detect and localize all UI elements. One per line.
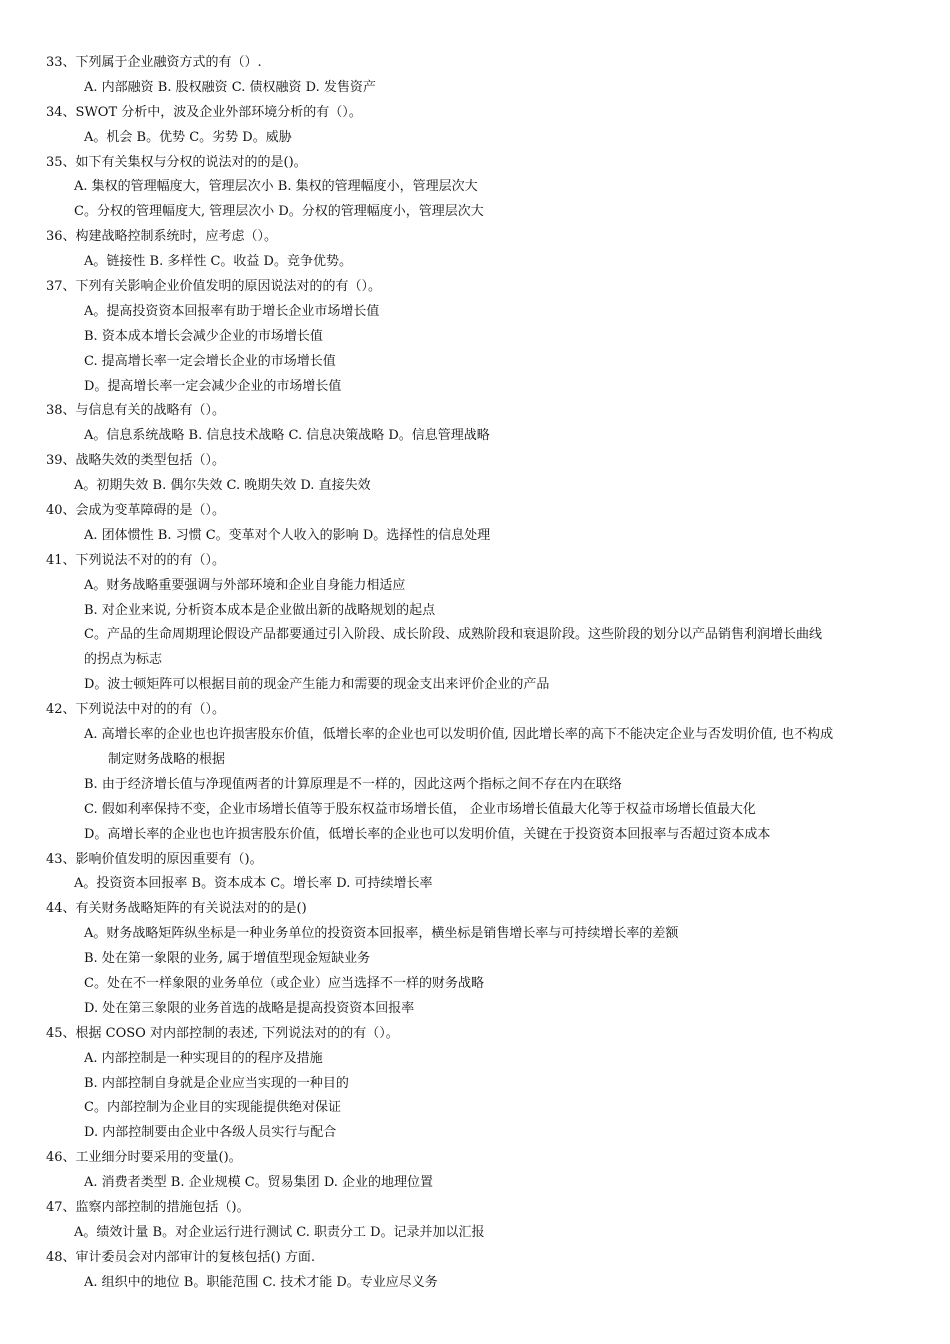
question-line: 40、会成为变革障碍的是（）。 bbox=[46, 503, 226, 519]
option-line: D. 内部控制要由企业中各级人员实行与配合 bbox=[84, 1125, 337, 1141]
option-line: A。初期失效 B. 偶尔失效 C. 晚期失效 D. 直接失效 bbox=[74, 478, 371, 494]
option-line: A. 高增长率的企业也也许损害股东价值，低增长率的企业也可以发明价值, 因此增长率的高下不能决定企业与否发明价值, 也不构成 bbox=[84, 727, 834, 743]
option-line: A. 内部控制是一种实现目的的程序及措施 bbox=[84, 1050, 323, 1066]
question-line: 39、战略失效的类型包括（）。 bbox=[46, 453, 226, 469]
option-line: A。机会 B。优势 C。劣势 D。威胁 bbox=[84, 129, 292, 145]
option-line: B. 内部控制自身就是企业应当实现的一种目的 bbox=[84, 1075, 349, 1091]
option-line: A。提高投资资本回报率有助于增长企业市场增长值 bbox=[84, 303, 380, 319]
question-list bbox=[46, 51, 910, 1296]
option-line: A。财务战略重要强调与外部环境和企业自身能力相适应 bbox=[84, 577, 406, 593]
question-line: 44、有关财务战略矩阵的有关说法对的的是() bbox=[46, 901, 307, 917]
question-line: 38、与信息有关的战略有（）。 bbox=[46, 403, 226, 419]
option-continuation-line: 制定财务战略的根据 bbox=[108, 751, 226, 767]
option-line: C. 假如利率保持不变，企业市场增长值等于股东权益市场增长值， 企业市场增长值最大化等于权益市场增长值最大化 bbox=[84, 801, 756, 817]
question-line: 43、影响价值发明的原因重要有（)。 bbox=[46, 851, 263, 867]
option-line: A. 内部融资 B. 股权融资 C. 债权融资 D. 发售资产 bbox=[84, 79, 376, 95]
option-line: C。分权的管理幅度大, 管理层次小 D。分权的管理幅度小，管理层次大 bbox=[74, 204, 484, 220]
question-line: 48、审计委员会对内部审计的复核包括() 方面. bbox=[46, 1249, 315, 1265]
option-line: B. 资本成本增长会减少企业的市场增长值 bbox=[84, 328, 323, 344]
question-line: 35、如下有关集权与分权的说法对的的是()。 bbox=[46, 154, 307, 170]
option-line: A。链接性 B. 多样性 C。收益 D。竞争优势。 bbox=[84, 254, 352, 270]
option-line: C. 提高增长率一定会增长企业的市场增长值 bbox=[84, 353, 336, 369]
option-line: C。内部控制为企业目的实现能提供绝对保证 bbox=[84, 1100, 341, 1116]
question-line: 33、下列属于企业融资方式的有（）. bbox=[46, 55, 262, 70]
question-line: 47、监察内部控制的措施包括（)。 bbox=[46, 1199, 250, 1215]
option-line: A。财务战略矩阵纵坐标是一种业务单位的投资资本回报率，横坐标是销售增长率与可持续增长率的差额 bbox=[84, 926, 679, 942]
question-line: 37、下列有关影响企业价值发明的原因说法对的的有（）。 bbox=[46, 279, 382, 295]
option-line: B. 对企业来说, 分析资本成本是企业做出新的战略规划的起点 bbox=[84, 602, 436, 618]
option-line: B. 处在第一象限的业务, 属于增值型现金短缺业务 bbox=[84, 951, 371, 967]
option-continuation-line: 的拐点为标志 bbox=[84, 652, 163, 668]
option-line: A。信息系统战略 B. 信息技术战略 C. 信息决策战略 D。信息管理战略 bbox=[84, 428, 490, 444]
option-line: B. 由于经济增长值与净现值两者的计算原理是不一样的，因此这两个指标之间不存在内在联络 bbox=[84, 776, 622, 792]
option-line: A。绩效计量 B。对企业运行进行测试 C. 职责分工 D。记录并加以汇报 bbox=[74, 1224, 485, 1240]
question-line: 34、SWOT 分析中，波及企业外部环境分析的有（）。 bbox=[46, 104, 362, 120]
option-line: D。高增长率的企业也也许损害股东价值，低增长率的企业也可以发明价值，关键在于投资资本回报率与否超过资本成本 bbox=[84, 826, 771, 842]
option-line: A. 组织中的地位 B。职能范围 C. 技术才能 D。专业应尽义务 bbox=[84, 1274, 438, 1290]
option-line: D. 处在第三象限的业务首选的战略是提高投资资本回报率 bbox=[84, 1000, 415, 1016]
option-line: A. 集权的管理幅度大，管理层次小 B. 集权的管理幅度小，管理层次大 bbox=[74, 179, 478, 195]
question-line: 45、根据 COSO 对内部控制的表述, 下列说法对的的有（）。 bbox=[46, 1025, 399, 1041]
question-line: 41、下列说法不对的的有（）。 bbox=[46, 552, 226, 568]
question-line: 36、构建战略控制系统时，应考虑（）。 bbox=[46, 229, 278, 245]
option-line: C。处在不一样象限的业务单位（或企业）应当选择不一样的财务战略 bbox=[84, 975, 484, 991]
option-line: D。波士顿矩阵可以根据目前的现金产生能力和需要的现金支出来评价企业的产品 bbox=[84, 677, 550, 693]
option-line: C。产品的生命周期理论假设产品都要通过引入阶段、成长阶段、成熟阶段和衰退阶段。这些阶段的划分以产品销售利润增长曲线 bbox=[84, 627, 822, 643]
question-line: 46、工业细分时要采用的变量()。 bbox=[46, 1150, 242, 1166]
question-line: 42、下列说法中对的的有（）。 bbox=[46, 702, 226, 718]
option-line: D。提高增长率一定会减少企业的市场增长值 bbox=[84, 378, 342, 394]
option-line: A. 团体惯性 B. 习惯 C。变革对个人收入的影响 D。选择性的信息处理 bbox=[84, 527, 491, 543]
option-line: A。投资资本回报率 B。资本成本 C。增长率 D. 可持续增长率 bbox=[74, 876, 433, 892]
option-line: A. 消费者类型 B. 企业规模 C。贸易集团 D. 企业的地理位置 bbox=[84, 1175, 434, 1191]
